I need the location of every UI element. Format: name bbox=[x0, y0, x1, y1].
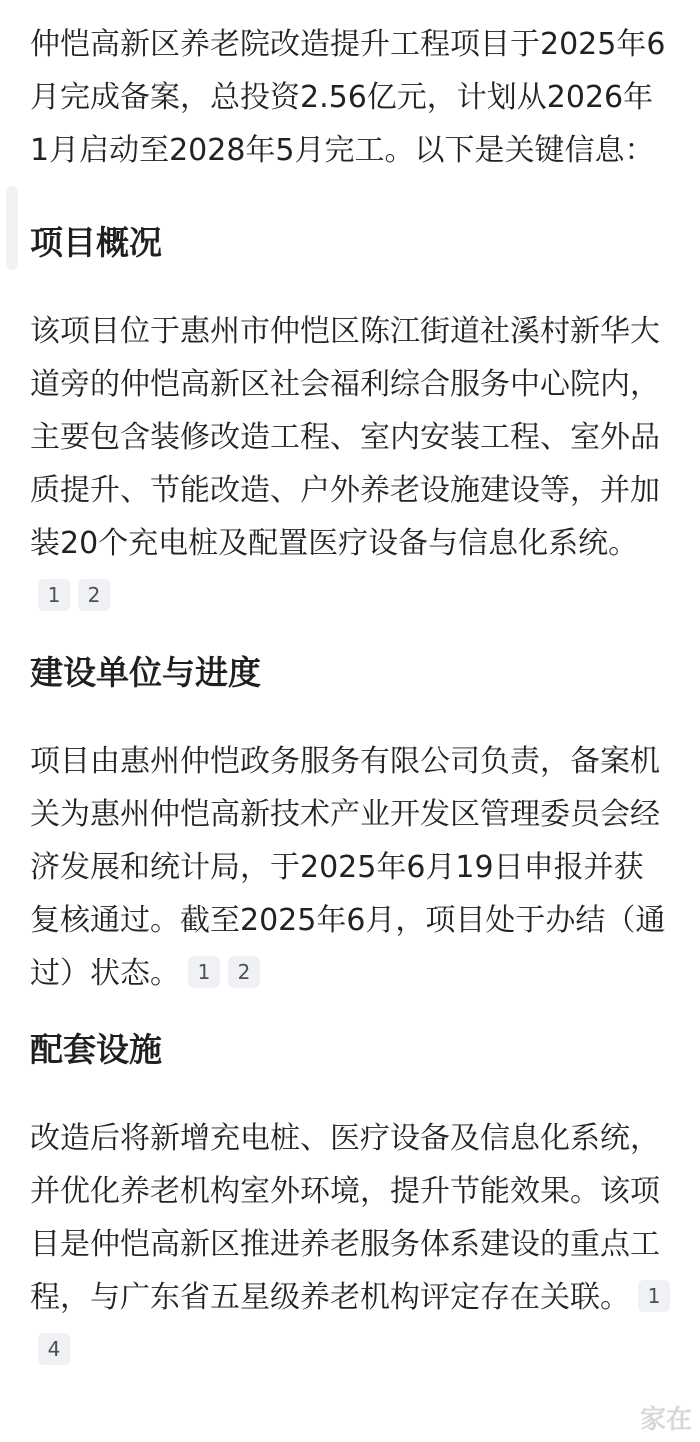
section-body-facilities bbox=[30, 1112, 670, 1377]
citation-badge[interactable]: 1 bbox=[638, 1280, 670, 1312]
section-body-text: 改造后将新增充电桩、医疗设备及信息化系统，并优化养老机构室外环境，提升节能效果。该项目是仲恺高新区推进养老服务体系建设的重点工程，与广东省五星级养老机构评定存在关联。 bbox=[30, 1121, 660, 1315]
watermark-logo: 家在 bbox=[639, 1405, 692, 1435]
section-heading-overview: 项目概况 bbox=[30, 223, 162, 262]
section-heading-facilities: 配套设施 bbox=[30, 1030, 162, 1069]
scroll-indicator[interactable] bbox=[6, 186, 18, 270]
intro-paragraph: 仲恺高新区养老院改造提升工程项目于2025年6月完成备案，总投资2.56亿元，计划从2026年1月启动至2028年5月完工。以下是关键信息： bbox=[30, 27, 666, 168]
section-body-progress bbox=[30, 735, 670, 1000]
answer-content bbox=[30, 18, 670, 1377]
section-body-text: 项目由惠州仲恺政务服务有限公司负责，备案机关为惠州仲恺高新技术产业开发区管理委员会经济发展和统计局，于2025年6月19日申报并获复核通过。截至2025年6月，项目处于办结（通过）状态。 bbox=[30, 744, 666, 991]
section-body-overview bbox=[30, 305, 670, 623]
citation-badge[interactable]: 1 bbox=[188, 956, 220, 988]
citation-badge[interactable]: 2 bbox=[228, 956, 260, 988]
citation-badge[interactable]: 2 bbox=[78, 579, 110, 611]
citation-badge[interactable]: 1 bbox=[38, 579, 70, 611]
section-heading-progress: 建设单位与进度 bbox=[30, 653, 261, 692]
section-body-text: 该项目位于惠州市仲恺区陈江街道社溪村新华大道旁的仲恺高新区社会福利综合服务中心院内，主要包含装修改造工程、室内安装工程、室外品质提升、节能改造、户外养老设施建设等，并加装20个充电桩及配置医疗设备与信息化系统。 bbox=[30, 314, 660, 561]
citation-badge[interactable]: 4 bbox=[38, 1333, 70, 1365]
